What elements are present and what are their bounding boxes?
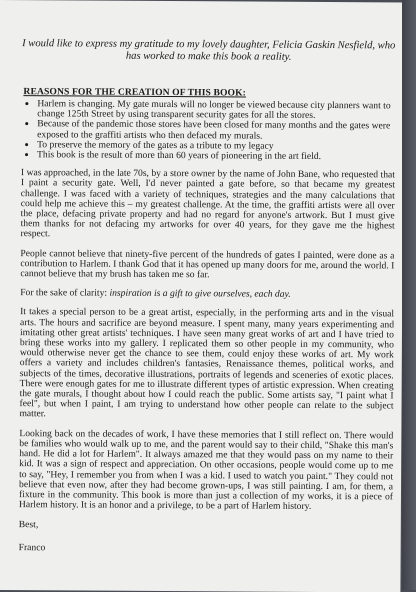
paragraph-clarity xyxy=(20,288,394,300)
paragraph-people: People cannot believe that ninety-five percent of the hundreds of gates I painted, were done as a contribution to Harlem. I thank God that it has opened up many doors for me, around the world. I cannot believe that my brush has taken me so far. xyxy=(20,247,395,281)
reason-item: • This book is the result of more than 60 years of pioneering in the art field. xyxy=(37,150,395,162)
reasons-list xyxy=(21,99,395,163)
page-edge-shadow xyxy=(402,0,416,590)
reason-item: • Because of the pandemic those stores have been closed for many months and the gates were exposed to the graffiti artists who then defaced my murals. xyxy=(37,120,395,143)
reason-item: • Harlem is changing. My gate murals will no longer be viewed because city planners want to change 125th Street by using transparent security gates for all the stores. xyxy=(37,99,395,122)
paragraph-special: It takes a special person to be a great artist, especially, in the performing arts and in the visual arts. The hours and sacrifice are beyond measure. I spent many, many years experimenting and imitating other great artists' techniques. I have seen many great works of art and I have tried to bring these works into my gallery. I replicated them so other people in my community, who would otherwise never get the chance to see them, could enjoy these works of art. My work offers a variety and includes children's fantasies, Renaissance themes, political works, and subjects of the times, decorative illustrations, portraits of legends and sceneries of exotic places. There were enough gates for me to illustrate different types of artistic expression. When creating the gate murals, I thought about how I could reach the public. Some artists say, "I paint what I feel", but when I paint, I am trying to understand how other people can relate to the subject matter. xyxy=(19,306,395,420)
signature: Franco xyxy=(18,542,46,554)
reasons-heading: REASONS FOR THE CREATION OF THIS BOOK: xyxy=(23,86,247,99)
clarity-italic: inspiration is a gift to give ourselves, each day. xyxy=(109,287,291,301)
reason-item: • To preserve the memory of the gates as a tribute to my legacy xyxy=(37,140,395,152)
paragraph-approached: I was approached, in the late 70s, by a store owner by the name of John Bane, who requested that I paint a security gate. Well, I'd never painted a gate before, so that became my greatest challenge. I was faced with a variety of techniques, strategies and the many calculations that could help me achieve this – my greatest challenge. At the time, the graffiti artists were all over the place, defacing private property and had no regard for anyone's artwork. But I must give them thanks for not defacing my artworks for over 40 years, for they gave me the highest respect. xyxy=(20,167,395,240)
clarity-prefix: For the sake of clarity: xyxy=(20,287,110,299)
dedication: I would like to express my gratitude to my lovely daughter, Felicia Gaskin Nesfield, who has worked to make this book a reality. xyxy=(22,38,396,63)
signoff: Best, xyxy=(18,519,39,531)
paragraph-looking-back: Looking back on the decades of work, I have these memories that I still reflect on. There would be families who would walk up to me, and the parent would say to their child, "Shake this man's hand. He did a lot for Harlem". It always amazed me that they would pass on my name to their kid. It was a sign of respect and appreciation. On other occasions, people would come up to me to say, "Hey, I remember you from when I was a kid. I used to watch you paint." They could not believe that even now, after they had become grown-ups, I was still painting. I am, for them, a fixture in the community. This book is more than just a collection of my works, it is a piece of Harlem history. It is an honor and a privilege, to be a part of Harlem history. xyxy=(18,427,394,513)
